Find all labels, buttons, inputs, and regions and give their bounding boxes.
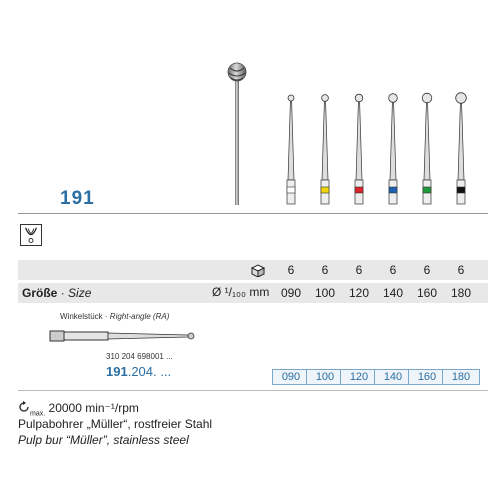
bur-size-illustrations <box>280 88 480 206</box>
bur-head-shape-icon <box>20 224 42 246</box>
order-code-suffix[interactable]: 180 <box>442 369 480 385</box>
bur-size-1 <box>287 95 295 204</box>
size-value: 120 <box>348 286 370 300</box>
bur-size-3 <box>355 94 363 204</box>
bur-color-ring <box>389 187 397 193</box>
package-quantity: 6 <box>389 263 397 277</box>
order-code-suffix[interactable]: 120 <box>340 369 378 385</box>
package-icon <box>250 263 266 277</box>
bur-size-5 <box>422 93 432 204</box>
description-de: Pulpabohrer „Müller“, rostfreier Stahl <box>18 417 213 431</box>
package-quantity: 6 <box>321 263 329 277</box>
speed-prefix: max. <box>30 410 46 418</box>
package-quantity: 6 <box>457 263 465 277</box>
right-angle-shank-icon <box>48 323 198 349</box>
size-value: 090 <box>280 286 302 300</box>
bur-color-ring <box>287 187 295 193</box>
speed-line <box>18 401 139 417</box>
size-label-en: Size <box>68 286 92 300</box>
package-quantity: 6 <box>287 263 295 277</box>
package-quantity: 6 <box>355 263 363 277</box>
order-code <box>106 364 171 379</box>
order-code-suffix[interactable]: 160 <box>408 369 446 385</box>
size-value: 140 <box>382 286 404 300</box>
size-label-separator: · <box>60 286 65 300</box>
bur-size-6 <box>456 93 467 204</box>
shank-label: Winkelstück · Right-angle (RA) <box>60 312 170 321</box>
bur-size-2 <box>321 95 329 204</box>
shank-code-prefix: 310 204 698001 ... <box>106 352 173 361</box>
order-code-suffix[interactable]: 140 <box>374 369 412 385</box>
divider-top <box>18 213 488 214</box>
size-value: 100 <box>314 286 336 300</box>
size-unit: Ø ¹/₁₀₀ mm <box>212 285 270 299</box>
size-value: 160 <box>416 286 438 300</box>
bur-color-ring <box>355 187 363 193</box>
order-code-main: 191 <box>106 364 128 379</box>
rotation-speed-icon <box>18 401 30 413</box>
package-quantity: 6 <box>423 263 431 277</box>
size-label <box>22 286 91 300</box>
bur-size-4 <box>389 94 398 204</box>
bur-color-ring <box>423 187 431 193</box>
order-code-suffix[interactable]: 090 <box>272 369 310 385</box>
bur-color-ring <box>457 187 465 193</box>
large-bur-illustration <box>222 58 252 208</box>
shank-label-en: Right-angle (RA) <box>109 312 170 321</box>
order-code-suffix[interactable]: 100 <box>306 369 344 385</box>
size-value: 180 <box>450 286 472 300</box>
speed-value: 20000 min⁻¹/rpm <box>48 401 139 415</box>
product-number: 191 <box>60 188 95 209</box>
size-label-de: Größe <box>22 286 58 300</box>
divider-bottom <box>18 390 488 391</box>
shank-label-de: Winkelstück <box>60 312 103 321</box>
description-en: Pulp bur “Müller”, stainless steel <box>18 433 189 447</box>
order-code-rest: .204. ... <box>127 364 172 379</box>
bur-color-ring <box>321 187 329 193</box>
